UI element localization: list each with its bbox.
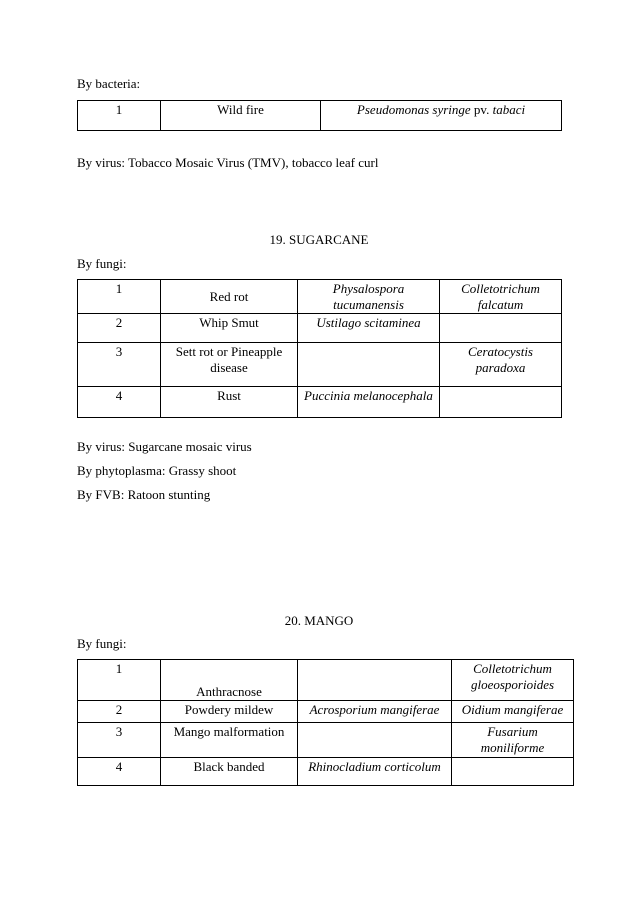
pathogen-pathovar: tabaci <box>492 102 526 117</box>
row-number: 2 <box>78 314 161 343</box>
pathogen-perfect-cell: Puccinia melanocephala <box>298 387 440 418</box>
sugarcane-table <box>77 279 562 418</box>
pathogen-pv: pv. <box>470 102 493 117</box>
disease-cell: Anthracnose <box>161 660 298 701</box>
row-number: 1 <box>78 280 161 314</box>
sugarcane-phytoplasma-line: By phytoplasma: Grassy shoot <box>77 463 237 478</box>
table-row <box>78 280 562 314</box>
disease-cell: Whip Smut <box>161 314 298 343</box>
table-row <box>78 314 562 343</box>
disease-cell: Rust <box>161 387 298 418</box>
pathogen-imperfect-cell: Colletotrichum falcatum <box>440 280 562 314</box>
bacteria-label: By bacteria: <box>77 76 141 91</box>
pathogen-perfect-cell <box>298 660 452 701</box>
row-number: 1 <box>78 660 161 701</box>
section-heading-mango: 20. MANGO <box>284 613 354 628</box>
row-number: 3 <box>78 723 161 758</box>
pathogen-imperfect-cell <box>452 758 574 786</box>
row-number: 4 <box>78 758 161 786</box>
table-row <box>78 701 574 723</box>
pathogen-perfect-cell: Rhinocladium corticolum <box>298 758 452 786</box>
sugarcane-virus-line: By virus: Sugarcane mosaic virus <box>77 439 252 454</box>
pathogen-perfect-cell: Ustilago scitaminea <box>298 314 440 343</box>
pathogen-imperfect-cell: Fusarium moniliforme <box>452 723 574 758</box>
pathogen-perfect-cell <box>298 343 440 387</box>
disease-cell: Wild fire <box>161 101 321 131</box>
disease-cell: Mango malformation <box>161 723 298 758</box>
disease-cell: Sett rot or Pineapple disease <box>161 343 298 387</box>
tobacco-virus-line: By virus: Tobacco Mosaic Virus (TMV), tobacco leaf curl <box>77 155 379 170</box>
row-number: 2 <box>78 701 161 723</box>
row-number: 1 <box>78 101 161 131</box>
section-heading-sugarcane: 19. SUGARCANE <box>269 232 369 247</box>
table-row <box>78 660 574 701</box>
table-row <box>78 343 562 387</box>
bacteria-table <box>77 100 562 131</box>
row-number: 4 <box>78 387 161 418</box>
pathogen-perfect-cell <box>298 723 452 758</box>
pathogen-genus: Pseudomonas syringe <box>356 102 471 117</box>
sugarcane-fungi-label: By fungi: <box>77 256 127 271</box>
table-row <box>78 101 562 131</box>
row-number: 3 <box>78 343 161 387</box>
mango-fungi-label: By fungi: <box>77 636 127 651</box>
pathogen-cell <box>321 101 562 131</box>
disease-cell: Black banded <box>161 758 298 786</box>
pathogen-imperfect-cell: Colletotrichum gloeosporioides <box>452 660 574 701</box>
mango-table <box>77 659 574 786</box>
table-row <box>78 758 574 786</box>
pathogen-perfect-cell: Acrosporium mangiferae <box>298 701 452 723</box>
pathogen-imperfect-cell: Oidium mangiferae <box>452 701 574 723</box>
disease-cell: Powdery mildew <box>161 701 298 723</box>
table-row <box>78 723 574 758</box>
table-row <box>78 387 562 418</box>
pathogen-perfect-cell: Physalospora tucumanensis <box>298 280 440 314</box>
pathogen-imperfect-cell <box>440 314 562 343</box>
pathogen-imperfect-cell <box>440 387 562 418</box>
pathogen-imperfect-cell: Ceratocystis paradoxa <box>440 343 562 387</box>
sugarcane-fvb-line: By FVB: Ratoon stunting <box>77 487 211 502</box>
disease-cell: Red rot <box>161 280 298 314</box>
